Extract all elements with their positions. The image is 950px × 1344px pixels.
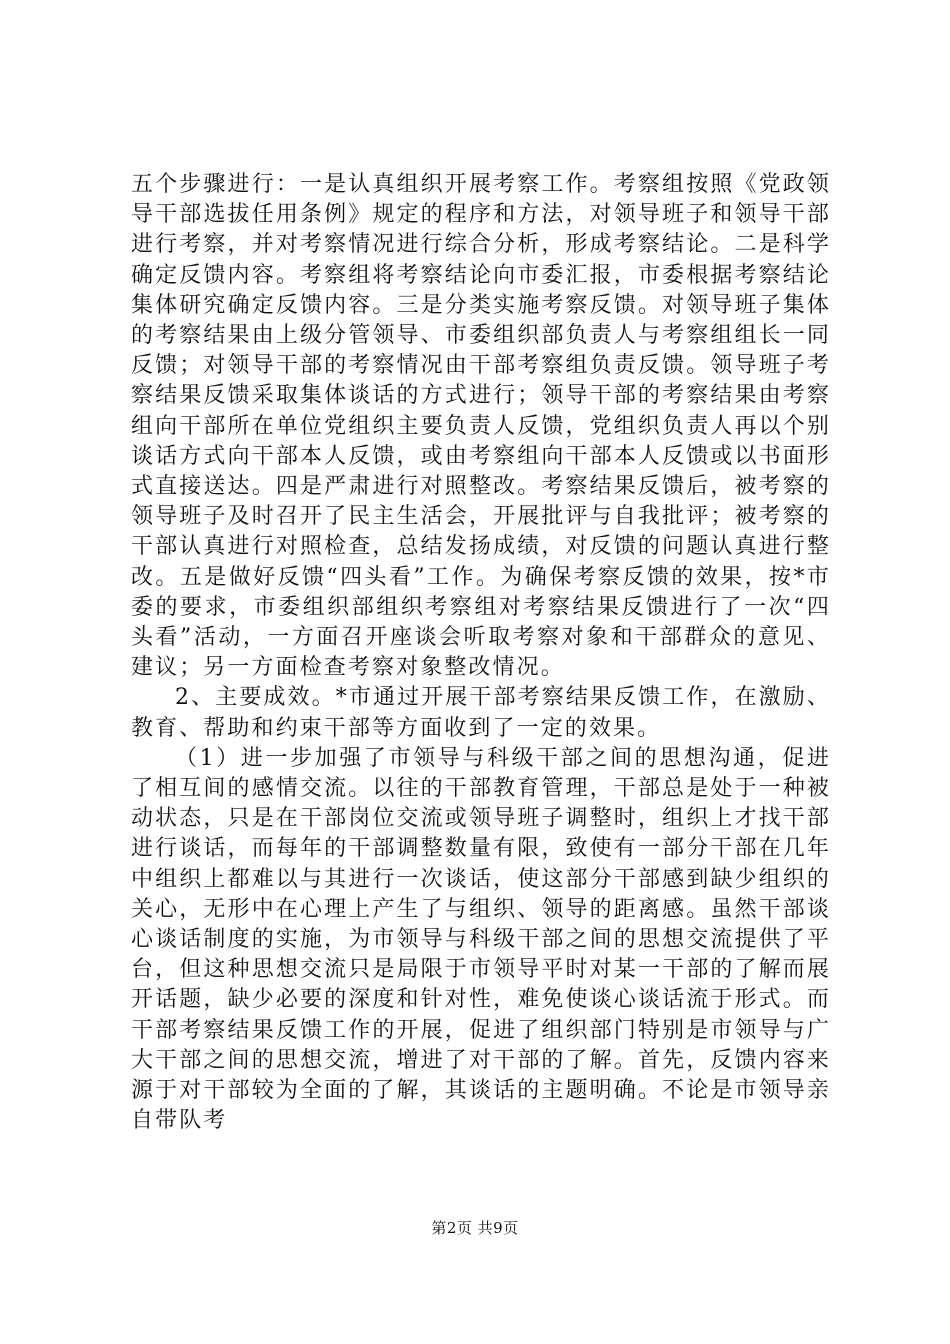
paragraph-2: 2、主要成效。*市通过开展干部考察结果反馈工作，在激励、教育、帮助和约束干部等方面收到了一定的效果。 [131, 685, 831, 741]
paragraph-1: 五个步骤进行：一是认真组织开展考察工作。考察组按照《党政领导干部选拔任用条例》规定的程序和方法，对领导班子和领导干部进行考察，并对考察情况进行综合分析，形成考察结论。二是科学确定反馈内容。考察组将考察结论向市委汇报，市委根据考察结论集体研究确定反馈内容。三是分类实施考察反馈。对领导班子集体的考察结果由上级分管领导、市委组织部负责人与考察组组长一同反馈；对领导干部的考察情况由干部考察组负责反馈。领导班子考察结果反馈采取集体谈话的方式进行；领导干部的考察结果由考察组向干部所在单位党组织主要负责人反馈，党组织负责人再以个别谈话方式向干部本人反馈，或由考察组向干部本人反馈或以书面形式直接送达。四是严肃进行对照整改。考察结果反馈后，被考察的领导班子及时召开了民主生活会，开展批评与自我批评；被考察的干部认真进行对照检查，总结发扬成绩，对反馈的问题认真进行整改。五是做好反馈“四头看”工作。为确保考察反馈的效果，按*市委的要求，市委组织部组织考察组对考察结果反馈进行了一次“四头看”活动，一方面召开座谈会听取考察对象和干部群众的意见、建议；另一方面检查考察对象整改情况。 [131, 172, 831, 681]
body-text [131, 170, 831, 1137]
page-footer: 第2页 共9页 [431, 1219, 519, 1237]
paragraph-3: （1）进一步加强了市领导与科级干部之间的思想沟通，促进了相互间的感情交流。以往的干部教育管理，干部总是处于一种被动状态，只是在干部岗位交流或领导班子调整时，组织上才找干部进行谈话，而每年的干部调整数量有限，致使有一部分干部在几年中组织上都难以与其进行一次谈话，使这部分干部感到缺少组织的关心，无形中在心理上产生了与组织、领导的距离感。虽然干部谈心谈话制度的实施，为市领导与科级干部之间的思想交流提供了平台，但这种思想交流只是局限于市领导平时对某一干部的了解而展开话题，缺少必要的深度和针对性，难免使谈心谈话流于形式。而干部考察结果反馈工作的开展，促进了组织部门特别是市领导与广大干部之间的思想交流，增进了对干部的了解。首先，反馈内容来源于对干部较为全面的了解，其谈话的主题明确。不论是市领导亲自带队考 [131, 745, 831, 1134]
